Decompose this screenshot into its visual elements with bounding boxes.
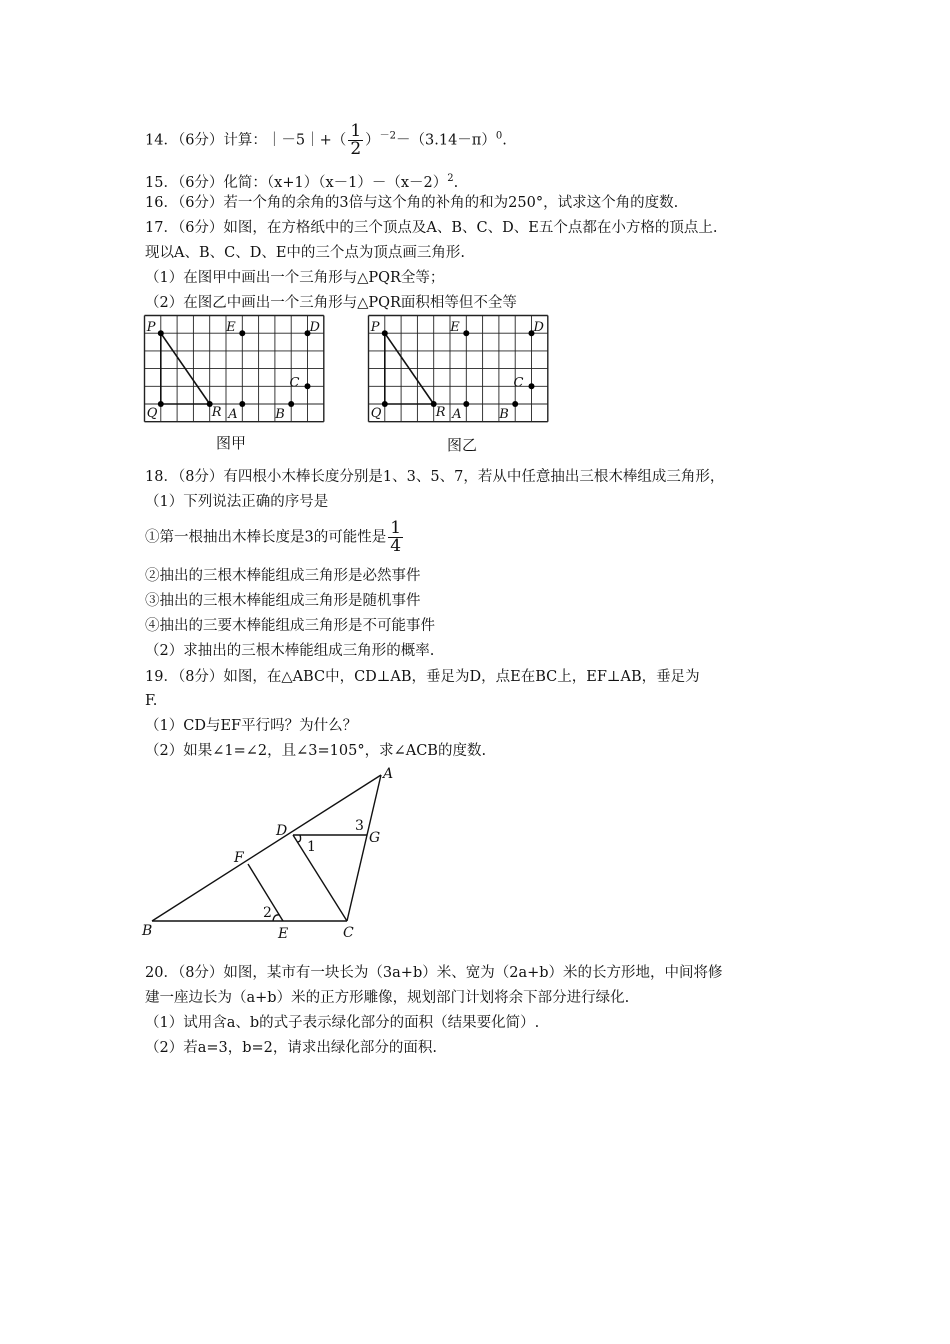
question-19-line1: 19．（8分）如图，在△ABC中，CD⊥AB，垂足为D，点E在BC上，EF⊥AB，垂足为 bbox=[145, 669, 700, 685]
angle-label-2: 2 bbox=[263, 905, 272, 921]
q14-expr: ） bbox=[365, 132, 380, 149]
question-14 bbox=[145, 123, 507, 158]
angle-label-1: 1 bbox=[307, 839, 316, 855]
question-16: 16．（6分）若一个角的余角的3倍与这个角的补角的和为250°，试求这个角的度数. bbox=[145, 195, 679, 211]
q15-text: 15．（6分）化简：（x+1）（x－1）－（x－2） bbox=[145, 174, 448, 191]
label-b: B bbox=[275, 407, 285, 422]
numerator: 1 bbox=[350, 121, 362, 141]
question-15 bbox=[145, 170, 458, 192]
segment-dc bbox=[293, 835, 347, 921]
question-18-part2: （2）求抽出的三根木棒能组成三角形的概率. bbox=[145, 643, 435, 659]
question-17-line2: 现以A、B、C、D、E中的三个点为顶点画三角形. bbox=[145, 245, 466, 261]
fraction-half bbox=[348, 123, 363, 158]
point-e bbox=[463, 330, 469, 336]
question-18-option4: ④抽出的三要木棒能组成三角形是不可能事件 bbox=[145, 618, 435, 634]
question-17-line1: 17．（6分）如图，在方格纸中的三个顶点及A、B、C、D、E五个点都在小方格的顶点上. bbox=[145, 220, 718, 236]
question-18-option3: ③抽出的三根木棒能组成三角形是随机事件 bbox=[145, 593, 421, 609]
label-p: P bbox=[146, 320, 156, 336]
point-c bbox=[529, 383, 535, 389]
point-a bbox=[239, 401, 245, 407]
q14-end: . bbox=[502, 132, 507, 149]
label-b: B bbox=[499, 407, 509, 422]
question-20-line2: 建一座边长为（a+b）米的正方形雕像，规划部门计划将余下部分进行绿化. bbox=[145, 990, 630, 1006]
question-19-line2: F. bbox=[145, 693, 158, 709]
denominator: 2 bbox=[350, 139, 362, 159]
point-a bbox=[463, 401, 469, 407]
denominator: 4 bbox=[390, 536, 402, 556]
label-f: F bbox=[234, 850, 244, 866]
question-17-part2: （2）在图乙中画出一个三角形与△PQR面积相等但不全等 bbox=[145, 295, 517, 311]
label-d: D bbox=[309, 320, 320, 336]
label-a: A bbox=[383, 766, 394, 782]
label-r: R bbox=[211, 405, 222, 420]
side-ac bbox=[347, 775, 381, 921]
exponent: 0 bbox=[495, 130, 503, 142]
side-ab bbox=[152, 775, 381, 921]
point-p bbox=[382, 330, 388, 336]
question-20-part1: （1）试用含a、b的式子表示绿化部分的面积（结果要化简）. bbox=[145, 1015, 540, 1031]
label-c: C bbox=[289, 375, 300, 391]
angle-label-3: 3 bbox=[355, 818, 364, 834]
point-e bbox=[239, 330, 245, 336]
label-b: B bbox=[142, 923, 153, 939]
label-q: Q bbox=[370, 406, 382, 421]
label-d: D bbox=[276, 823, 288, 839]
point-b bbox=[512, 401, 518, 407]
q15-end: . bbox=[453, 174, 459, 191]
question-18-option2: ②抽出的三根木棒能组成三角形是必然事件 bbox=[145, 568, 421, 584]
label-e: E bbox=[226, 320, 236, 336]
label-e: E bbox=[278, 926, 289, 942]
grid-figure-jia bbox=[143, 314, 325, 424]
question-19-part1: （1）CD与EF平行吗？为什么？ bbox=[145, 718, 358, 734]
question-20-line1: 20．（8分）如图，某市有一块长为（3a+b）米、宽为（2a+b）米的长方形地，中间将修 bbox=[145, 965, 723, 981]
label-d: D bbox=[533, 320, 544, 336]
label-q: Q bbox=[146, 406, 158, 421]
point-p bbox=[158, 330, 164, 336]
fraction-quarter bbox=[388, 520, 403, 555]
label-c: C bbox=[343, 925, 354, 941]
point-b bbox=[288, 401, 294, 407]
label-g: G bbox=[369, 830, 381, 846]
question-18-part1: （1）下列说法正确的序号是 bbox=[145, 494, 329, 510]
triangle-figure bbox=[140, 760, 400, 945]
label-c: C bbox=[513, 375, 524, 391]
caption-jia: 图甲 bbox=[216, 434, 247, 452]
label-p: P bbox=[370, 320, 380, 336]
q14-expr: ｜－5｜+（ bbox=[266, 132, 347, 149]
angle-2-arc bbox=[273, 915, 279, 921]
point-q bbox=[158, 401, 164, 407]
grid-figure-yi bbox=[367, 314, 549, 424]
label-a: A bbox=[228, 407, 238, 422]
question-18-line1: 18．（8分）有四根小木棒长度分别是1、3、5、7，若从中任意抽出三根木棒组成三角形， bbox=[145, 469, 725, 485]
caption-yi: 图乙 bbox=[447, 436, 478, 454]
exponent: 2 bbox=[447, 173, 454, 184]
point-c bbox=[305, 383, 311, 389]
question-18-option1 bbox=[145, 520, 405, 555]
q14-expr: －（3.14－π） bbox=[396, 132, 496, 149]
label-e: E bbox=[450, 320, 460, 336]
question-17-part1: （1）在图甲中画出一个三角形与△PQR全等； bbox=[145, 270, 445, 286]
question-20-part2: （2）若a=3，b=2，请求出绿化部分的面积. bbox=[145, 1040, 438, 1056]
q14-prefix: 14．（6分）计算： bbox=[145, 132, 267, 149]
label-a: A bbox=[452, 407, 462, 422]
option1-text: ①第一根抽出木棒长度是3的可能性是 bbox=[145, 529, 387, 546]
exponent: －2 bbox=[379, 130, 397, 142]
question-19-part2: （2）如果∠1=∠2，且∠3=105°，求∠ACB的度数. bbox=[145, 743, 487, 759]
numerator: 1 bbox=[390, 518, 402, 538]
label-r: R bbox=[435, 405, 446, 420]
point-q bbox=[382, 401, 388, 407]
